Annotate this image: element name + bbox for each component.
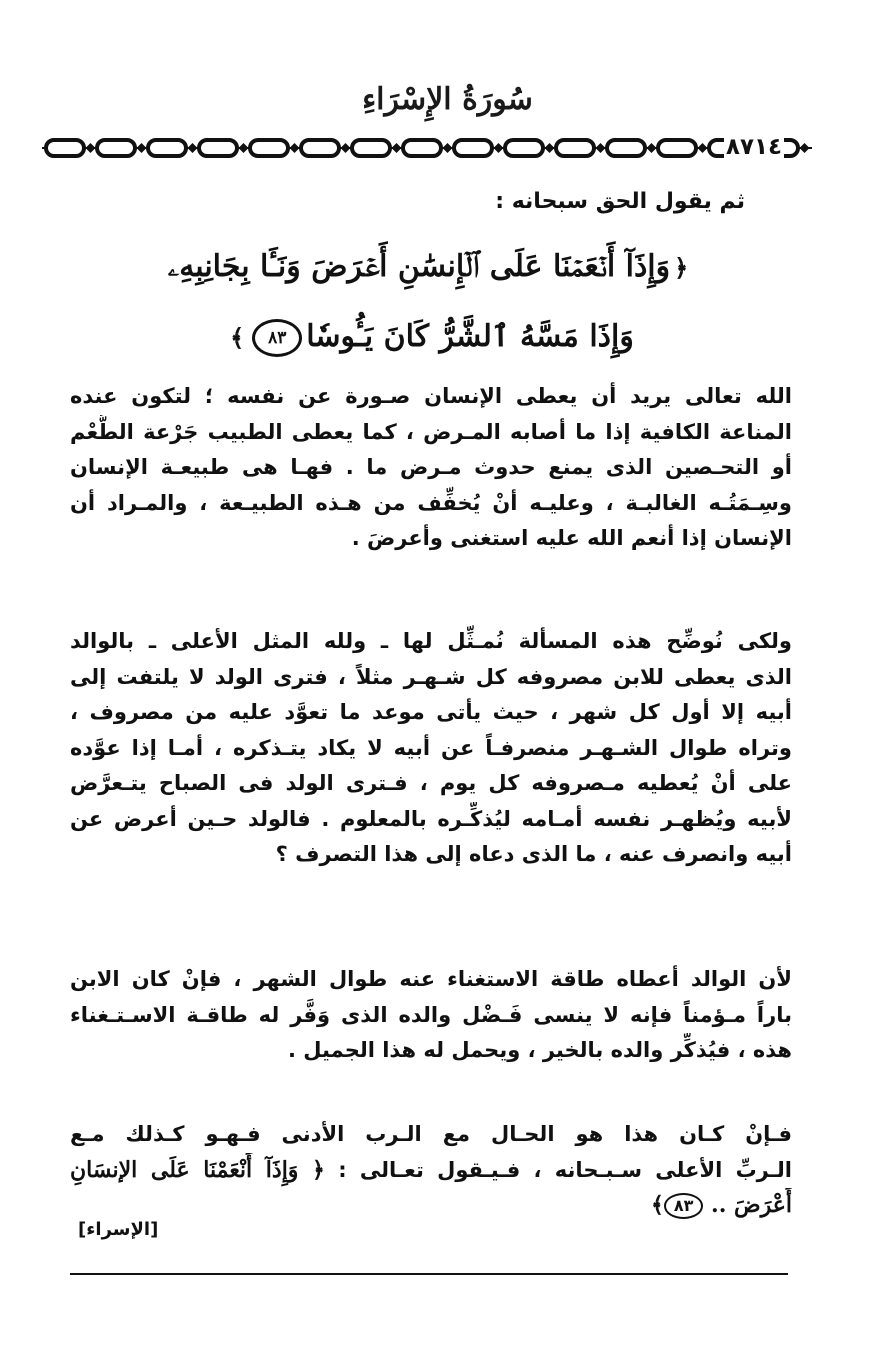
chain-link	[301, 140, 339, 156]
ayah-number-mark: ٨٣	[252, 319, 302, 357]
paragraph-3	[70, 962, 792, 1069]
inline-verse-quote: ﴿ وَإِذَآ أَنْعَمْنَا عَلَى الإنسَانِ	[70, 1156, 325, 1183]
verse-line-1	[70, 242, 790, 293]
paragraph-line: أبيه وانصرف عنه ، ما الذى دعاه إلى هذا التصرف ؟	[275, 842, 792, 866]
paragraph-line-with-quote	[70, 1153, 792, 1189]
header-ornament-bar	[42, 132, 812, 164]
chain-diamond	[290, 143, 300, 153]
chain-diamond	[86, 143, 96, 153]
chain-link	[658, 140, 696, 156]
inline-close-bracket: ﴾	[650, 1192, 664, 1218]
chain-diamond	[800, 143, 810, 153]
paragraph-line: الذى يعطى للابن مصروفه كل شـهـر مثلاً ، فترى الولد لا يلتفت إلى	[70, 664, 792, 689]
paragraph-line: لأن الوالد أعطاه طاقة الاستغناء عنه طوال الشهر ، فإنْ كان الابن	[70, 967, 792, 991]
chain-link	[250, 140, 288, 156]
paragraph-text: الـربِّ الأعلى سـبـحانه ، فـيـقول تعـالى :	[338, 1157, 792, 1182]
paragraph-line: على أنْ يُعطيه مـصروفه كل يوم ، فـترى الولد فى الصباح يتـعرَّض	[70, 771, 792, 795]
verse-close-bracket: ﴾	[230, 323, 245, 352]
paragraph-line: لأبيه ويُظهـر نفسه أمـامه ليُذكِّـره بالمعلوم . فالولد حـين أعرض عن	[70, 806, 792, 831]
chain-diamond	[647, 143, 657, 153]
chain-link	[607, 140, 645, 156]
paragraph-line: الله تعالى يريد أن يعطى الإنسان صـورة عن نفسه ؛ لتكون عنده	[70, 384, 792, 408]
inline-ayah-number: ٨٣	[664, 1193, 704, 1219]
chain-link	[454, 140, 492, 156]
paragraph-line: الإنسان إذا أنعم الله عليه استغنى وأعرضَ .	[351, 526, 792, 550]
chain-ornament	[42, 132, 812, 164]
verse-text-1: وَإِذَآ أَنۡعَمۡنَا عَلَى ٱلۡإِنسَٰنِ أَعۡرَضَ وَنَـَٔا بِجَانِبِهِۦ	[167, 249, 671, 284]
verse-text-2: وَإِذَا مَسَّهُ ٱلشَّرُّ كَانَ يَـُٔوسٗا	[306, 319, 634, 354]
bottom-divider	[70, 1273, 788, 1275]
chain-link	[403, 140, 441, 156]
chain-diamond	[443, 143, 453, 153]
paragraph-line: المناعة الكافية إذا ما أصابه المـرض ، كما يعطى الطبيب جَرْعة الطُّعْم	[70, 419, 792, 444]
chain-diamond	[188, 143, 198, 153]
chain-link	[556, 140, 594, 156]
chain-diamond	[494, 143, 504, 153]
paragraph-line: وتراه طوال الشـهـر منصرفـاً عن أبيه لا يكاد يتـذكره ، أمـا إذا عوَّده	[70, 735, 792, 760]
paragraph-line-quote-end	[70, 1188, 792, 1224]
surah-reference: [الإسراء]	[78, 1219, 159, 1240]
chain-link	[352, 140, 390, 156]
chain-diamond	[239, 143, 249, 153]
verse-open-bracket: ﴿	[674, 253, 689, 282]
surah-title: سُورَةُ الإِسْرَاءِ	[362, 82, 533, 117]
intro-text: ثم يقول الحق سبحانه :	[495, 189, 745, 214]
chain-diamond	[137, 143, 147, 153]
verse-line-2	[70, 312, 790, 363]
paragraph-line: وسِـمَتُـه الغالبـة ، وعليـه أنْ يُخفِّف من هـذه الطبيـعة ، والمـراد أن	[70, 490, 792, 515]
paragraph-line: أبيه إلا أول كل شهر ، حيث يأتى موعد ما تعوَّد عليه من مصروف ،	[70, 700, 792, 724]
paragraph-1	[70, 379, 792, 557]
chain-diamond	[341, 143, 351, 153]
paragraph-4	[70, 1117, 792, 1224]
chain-diamond	[698, 143, 708, 153]
chain-link	[148, 140, 186, 156]
paragraph-line: هذه ، فيُذكِّر والده بالخير ، ويحمل له هذا الجميل .	[288, 1038, 792, 1062]
paragraph-line: باراً مـؤمناً فإنه لا ينسى فَـضْل والده الذى وَفَّر له طاقـة الاسـتـغناء	[70, 1002, 792, 1027]
inline-verse-quote-end: أَعْرَضَ ..	[703, 1192, 792, 1218]
paragraph-line: أو التحـصين الذى يمنع حدوث مـرض ما . فهـا هى طبيعـة الإنسان	[70, 455, 792, 479]
chain-diamond	[596, 143, 606, 153]
paragraph-line: فـإنْ كـان هذا هو الحـال مع الـرب الأدنى فـهـو كـذلك مـع	[70, 1122, 792, 1146]
page-number: ٨٧١٤	[725, 134, 783, 160]
chain-diamond	[545, 143, 555, 153]
chain-link	[199, 140, 237, 156]
chain-diamond	[392, 143, 402, 153]
chain-link	[46, 140, 84, 156]
chain-link	[97, 140, 135, 156]
paragraph-2	[70, 624, 792, 873]
chain-link	[505, 140, 543, 156]
paragraph-line: ولكى نُوضِّح هذه المسألة نُمـثِّل لها ـ ولله المثل الأعلى ـ بالوالد	[70, 629, 792, 653]
